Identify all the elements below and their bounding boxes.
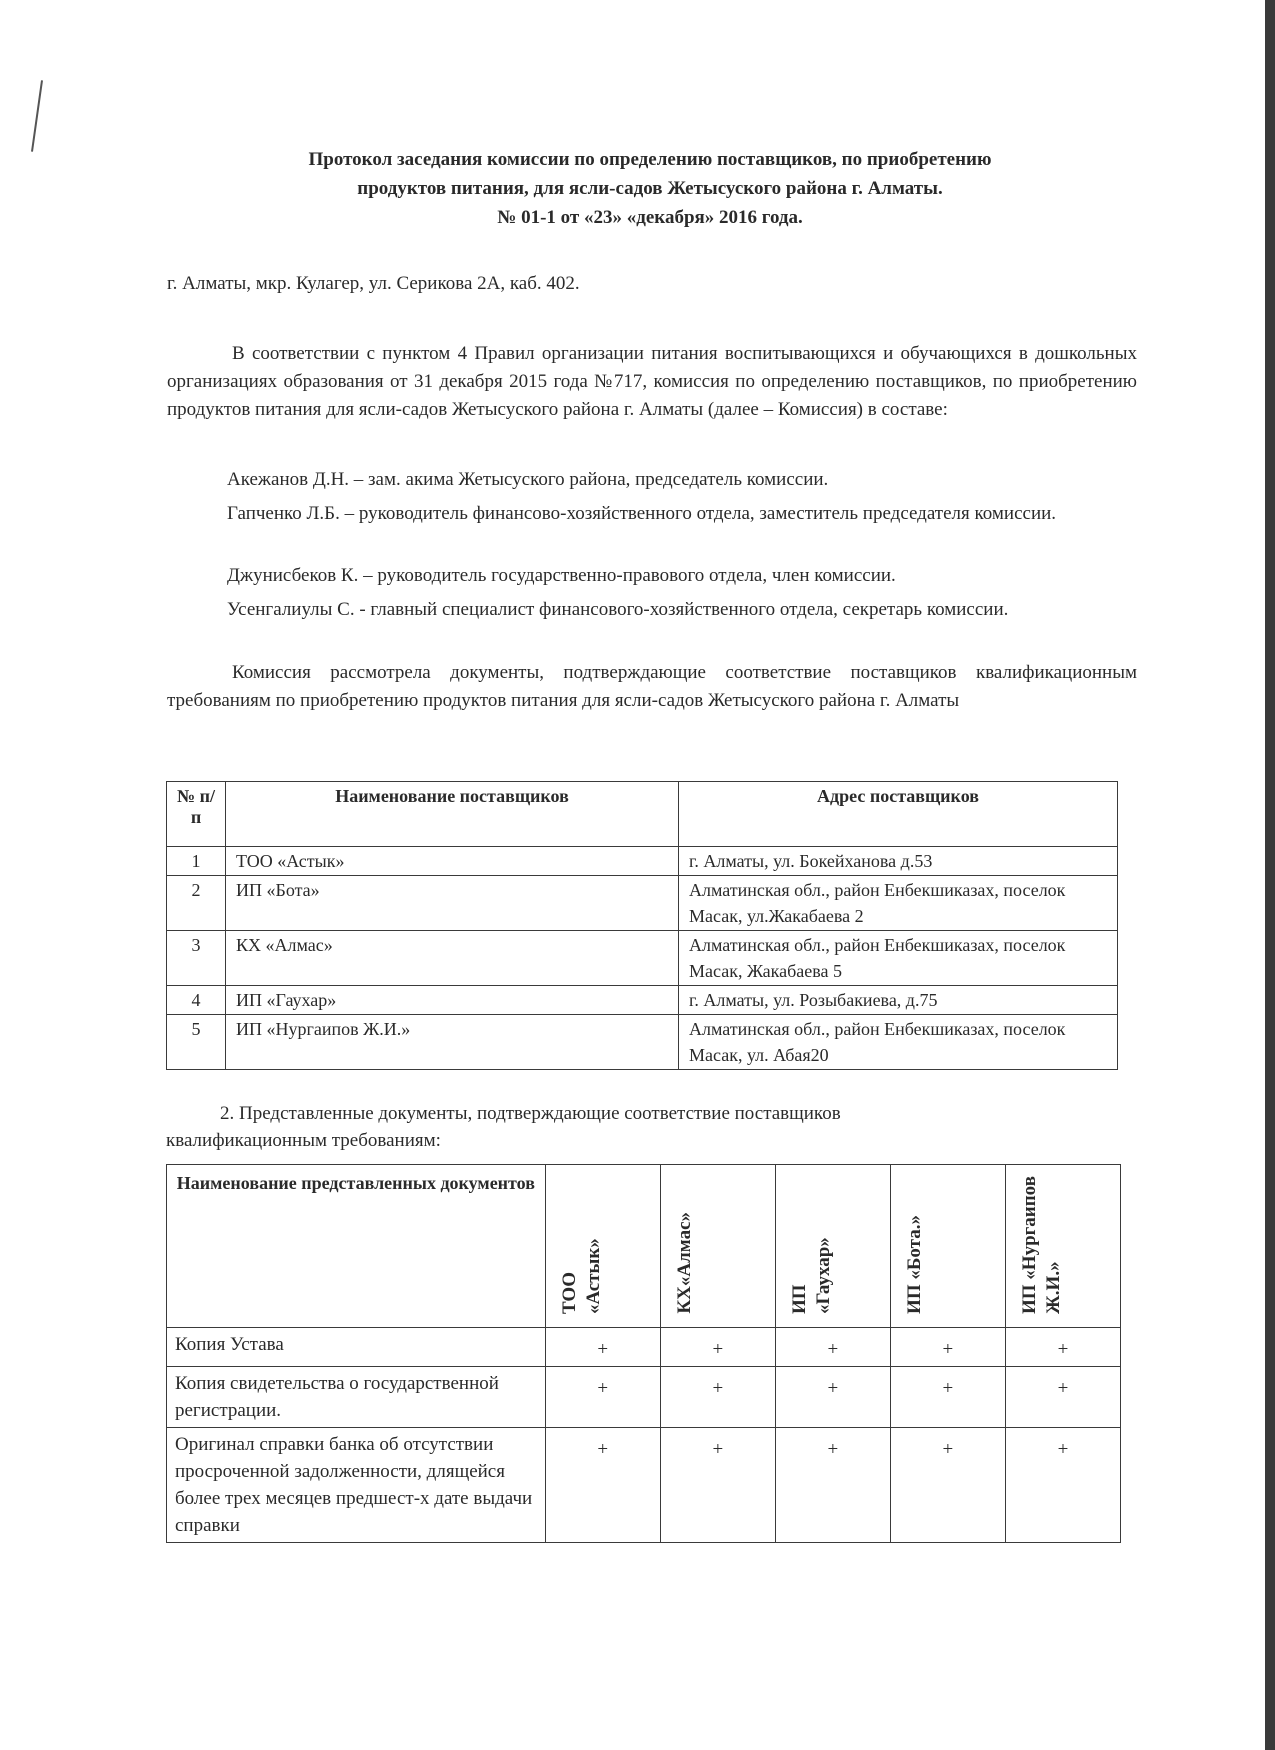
title-line-1: Протокол заседания комиссии по определению поставщиков, по приобретению — [308, 149, 992, 170]
supplier-header-text: КХ«Алмас» — [673, 1212, 695, 1314]
member-2: Гапченко Л.Б. – руководитель финансово-хозяйственного отдела, заместитель председателя комиссии. — [227, 503, 1057, 524]
table-row — [167, 931, 1118, 986]
row-number: 2 — [167, 876, 226, 931]
col-supplier-astyk — [545, 1165, 660, 1328]
check-mark: + — [890, 1367, 1005, 1428]
section-2-heading: 2. Представленные документы, подтверждающие соответствие поставщиков — [220, 1103, 841, 1124]
supplier-name: ИП «Гаухар» — [226, 986, 679, 1015]
documents-table — [166, 1164, 1121, 1543]
col-supplier-name: Наименование поставщиков — [226, 782, 679, 847]
supplier-name: ИП «Нургаипов Ж.И.» — [226, 1015, 679, 1070]
supplier-address: Алматинская обл., район Енбекшиказах, поселок Масак, ул.Жакабаева 2 — [679, 876, 1118, 931]
check-mark: + — [660, 1428, 775, 1543]
row-number: 5 — [167, 1015, 226, 1070]
check-mark: + — [660, 1328, 775, 1367]
table-row — [167, 1428, 1121, 1543]
supplier-name: ИП «Бота» — [226, 876, 679, 931]
check-mark: + — [1005, 1328, 1120, 1367]
supplier-address: г. Алматы, ул. Бокейханова д.53 — [679, 847, 1118, 876]
suppliers-table-header — [167, 782, 1118, 847]
check-mark: + — [545, 1367, 660, 1428]
check-mark: + — [890, 1328, 1005, 1367]
section-2-heading-continued: квалификационным требованиям: — [166, 1130, 441, 1151]
col-document-name: Наименование представленных документов — [167, 1165, 546, 1328]
row-number: 4 — [167, 986, 226, 1015]
check-mark: + — [545, 1328, 660, 1367]
document-name: Оригинал справки банка об отсутствии просроченной задолженности, длящейся более трех месяцев предшест-х дате выдачи справки — [167, 1428, 546, 1543]
row-number: 1 — [167, 847, 226, 876]
document-name: Копия Устава — [167, 1328, 546, 1367]
check-mark: + — [1005, 1428, 1120, 1543]
col-supplier-almas — [660, 1165, 775, 1328]
col-supplier-gaukhar — [775, 1165, 890, 1328]
check-mark: + — [545, 1428, 660, 1543]
review-paragraph: Комиссия рассмотрела документы, подтверждающие соответствие поставщиков квалификационным требованиям по приобретению продуктов питания для ясли-садов Жетысуского района г. Алматы — [167, 662, 1137, 711]
check-mark: + — [775, 1428, 890, 1543]
supplier-address: Алматинская обл., район Енбекшиказах, поселок Масак, Жакабаева 5 — [679, 931, 1118, 986]
supplier-header-text: ИП «Гаухар» — [788, 1237, 834, 1314]
col-supplier-bota — [890, 1165, 1005, 1328]
supplier-address: Алматинская обл., район Енбекшиказах, поселок Масак, ул. Абая20 — [679, 1015, 1118, 1070]
documents-table-header — [167, 1165, 1121, 1328]
table-row — [167, 876, 1118, 931]
table-row — [167, 847, 1118, 876]
table-row — [167, 1328, 1121, 1367]
scan-edge — [1265, 0, 1275, 1750]
check-mark: + — [660, 1367, 775, 1428]
pen-mark — [31, 80, 43, 152]
document-name: Копия свидетельства о государственной регистрации. — [167, 1367, 546, 1428]
member-1: Акежанов Д.Н. – зам. акима Жетысуского района, председатель комиссии. — [227, 469, 829, 490]
check-mark: + — [775, 1367, 890, 1428]
protocol-title — [150, 145, 1150, 232]
supplier-address: г. Алматы, ул. Розыбакиева, д.75 — [679, 986, 1118, 1015]
table-row — [167, 1015, 1118, 1070]
supplier-name: КХ «Алмас» — [226, 931, 679, 986]
col-supplier-address: Адрес поставщиков — [679, 782, 1118, 847]
table-row — [167, 1367, 1121, 1428]
supplier-header-text: ИП «Бота.» — [903, 1215, 925, 1314]
member-4: Усенгалиулы С. - главный специалист финансового-хозяйственного отдела, секретарь комиссии. — [227, 599, 1009, 620]
title-line-2: продуктов питания, для ясли-садов Жетысуского района г. Алматы. — [357, 178, 943, 199]
supplier-name: ТОО «Астык» — [226, 847, 679, 876]
row-number: 3 — [167, 931, 226, 986]
suppliers-table — [166, 781, 1118, 1070]
intro-paragraph: В соответствии с пунктом 4 Правил организации питания воспитывающихся и обучающихся в дошкольных организациях образования от 31 декабря 2015 года №717, комиссия по определению поставщиков, по приобретению продуктов питания для ясли-садов Жетысуского района г. Алматы (далее – Комиссия) в составе: — [167, 343, 1137, 420]
col-supplier-nurgaipov — [1005, 1165, 1120, 1328]
table-row — [167, 986, 1118, 1015]
check-mark: + — [1005, 1367, 1120, 1428]
check-mark: + — [775, 1328, 890, 1367]
meeting-place: г. Алматы, мкр. Кулагер, ул. Серикова 2А, каб. 402. — [167, 273, 580, 294]
check-mark: + — [890, 1428, 1005, 1543]
supplier-header-text: ИП «Нургаипов Ж.И.» — [1018, 1176, 1064, 1314]
supplier-header-text: ТОО «Астык» — [558, 1238, 604, 1314]
col-number: № п/п — [167, 782, 226, 847]
member-3: Джунисбеков К. – руководитель государственно-правового отдела, член комиссии. — [227, 565, 896, 586]
title-line-3: № 01-1 от «23» «декабря» 2016 года. — [497, 207, 803, 228]
